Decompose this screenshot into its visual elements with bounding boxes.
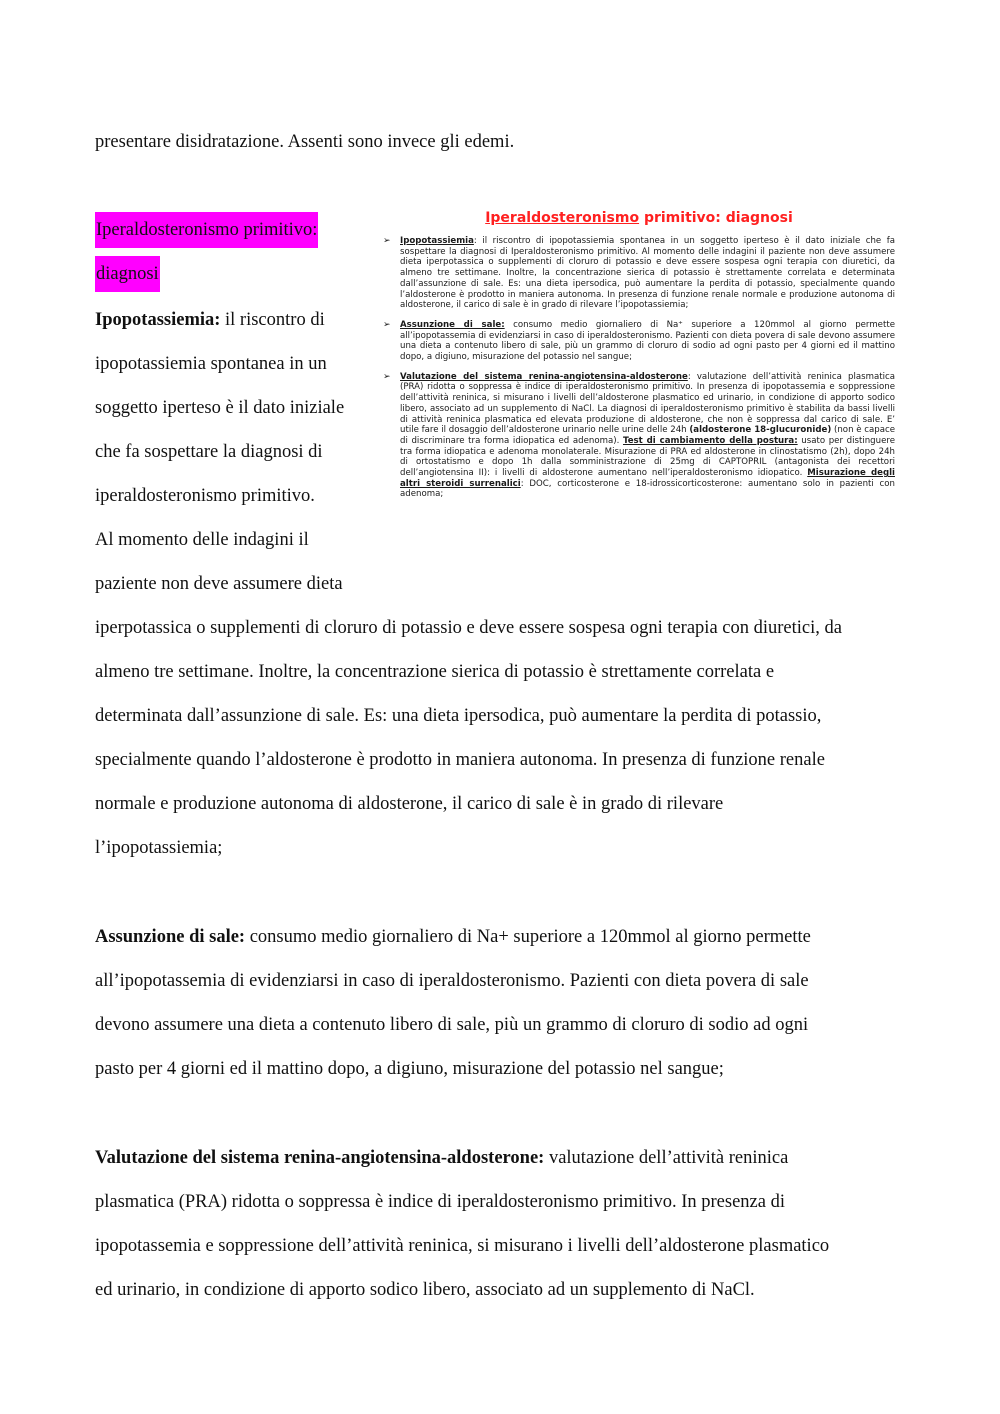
- slide-bullet-label: Assunzione di sale:: [400, 319, 505, 330]
- section-heading: [95, 212, 318, 248]
- slide-bullet: [383, 236, 895, 311]
- arrow-bullet-icon: ➢: [383, 371, 391, 382]
- highlighted-heading-line: Iperaldosteronismo primitivo:: [95, 212, 318, 248]
- slide-bullet-text: usato per distinguere tra forma idiopatica e adenoma monolaterale. Misurazione di PRA ed aldosterone in clinostatismo (2h), dopo 24h di ortostatismo e dopo 1h dalla somministrazione di 25mg di CAPTOPRIL (antagonista dei recettori dell’angiotensina II): i livelli di aldosterone aumentano nell’iperaldosteronismo idiopatico.: [400, 435, 895, 479]
- paragraph-line: [95, 925, 811, 949]
- paragraph-line: pasto per 4 giorni ed il mattino dopo, a digiuno, misurazione del potassio nel sangue;: [95, 1059, 724, 1079]
- section-heading: [95, 256, 160, 292]
- paragraph-line: [95, 1146, 788, 1170]
- text-span: consumo medio giornaliero di Na+ superiore a 120mmol al giorno permette: [245, 927, 811, 947]
- slide-bullet-label: Misurazione degli altri steroidi surrenalici: [400, 468, 895, 489]
- paragraph-line: iperpotassica o supplementi di cloruro di potassio e deve essere sospesa ogni terapia con diuretici, da: [95, 618, 842, 638]
- paragraph-line: soggetto iperteso è il dato iniziale: [95, 398, 345, 418]
- text-span: il riscontro di: [220, 310, 325, 330]
- slide-bullet-label: Valutazione del sistema renina-angiotensina-aldosterone: [400, 371, 688, 382]
- paragraph-line: che fa sospettare la diagnosi di: [95, 442, 323, 462]
- term-label: Assunzione di sale:: [95, 927, 246, 947]
- paragraph-line: plasmatica (PRA) ridotta o soppressa è indice di iperaldosteronismo primitivo. In presenza di: [95, 1192, 785, 1212]
- slide-bullet: [383, 320, 895, 363]
- slide-bullet-label: Test di cambiamento della postura:: [622, 435, 798, 446]
- slide-bold-text: (aldosterone 18-glucuronide): [689, 425, 832, 436]
- slide-bullet-text: (non è capace di discriminare tra forma idiopatica ed adenoma).: [400, 425, 895, 446]
- paragraph-line: paziente non deve assumere dieta: [95, 574, 343, 594]
- paragraph-line: determinata dall’assunzione di sale. Es: una dieta ipersodica, può aumentare la perdita di potassio,: [95, 706, 822, 726]
- paragraph-line: [95, 308, 325, 332]
- text-span: valutazione dell’attività reninica: [544, 1148, 789, 1168]
- paragraph-line: ed urinario, in condizione di apporto sodico libero, associato ad un supplemento di NaCl.: [95, 1280, 755, 1300]
- slide-title: [383, 210, 895, 226]
- paragraph-line: almeno tre settimane. Inoltre, la concentrazione sierica di potassio è strettamente correlata e: [95, 662, 775, 682]
- slide-bullet-text: : valutazione dell’attività reninica plasmatica (PRA) ridotta o soppressa è indice di iperaldosteronismo primitivo. In presenza di ipopotassemia e soppressione dell’attività reninica, si misurano i livelli dell’aldosterone plasmatico ed urinario, in condizione di apporto sodico libero, associato ad un supplemento di NaCl. La diagnosi di iperaldosteronismo primitivo è stabilita da bassi livelli di attività reninica plasmatica ed elevata produzione di aldosterone, che non è soppressa dal carico di sale. E’ utile fare il dosaggio dell’aldosterone urinario nelle urine delle 24h: [400, 371, 895, 436]
- arrow-bullet-icon: ➢: [383, 319, 391, 330]
- paragraph-line: Al momento delle indagini il: [95, 530, 309, 550]
- slide-bullet-text: consumo medio giornaliero di Na⁺ superiore a 120mmol al giorno permette all’ipopotassemia di evidenziarsi in caso di iperaldosteronismo. Pazienti con dieta povera di sale devono assumere una dieta a contenuto libero di sale, più un grammo di cloruro di sodio ad ogni pasto per 4 giorni ed il mattino dopo, a digiuno, misurazione del potassio nel sangue;: [400, 319, 895, 363]
- paragraph-line: specialmente quando l’aldosterone è prodotto in maniera autonoma. In presenza di funzione renale: [95, 750, 825, 770]
- slide-bullet: [383, 372, 895, 500]
- term-label: Valutazione del sistema renina‑angiotensina‑aldosterone:: [95, 1148, 545, 1168]
- slide-bullet-text: : il riscontro di ipopotassiemia spontanea in un soggetto iperteso è il dato iniziale che fa sospettare la diagnosi di Iperaldosteronismo primitivo. Al momento delle indagini il paziente non deve assumere dieta iperpotassica o supplementi di cloruro di potassio e deve essere sospesa ogni terapia con diuretici, da almeno tre settimane. Inoltre, la concentrazione sierica di potassio è strettamente correlata e determinata dall’assunzione di sale. Es: una dieta ipersodica, può aumentare la perdita di potassio, specialmente quando l’aldosterone è prodotto in maniera autonoma. In presenza di funzione renale normale e produzione autonoma di aldosterone, il carico di sale è in grado di rilevare l’ipopotassiemia;: [400, 236, 895, 311]
- highlighted-heading-line: diagnosi: [95, 256, 160, 292]
- slide-title-rest: primitivo: diagnosi: [639, 210, 793, 226]
- paragraph-line: ipopotassemia e soppressione dell’attività reninica, si misurano i livelli dell’aldosterone plasmatico: [95, 1236, 830, 1256]
- arrow-bullet-icon: ➢: [383, 236, 391, 246]
- paragraph-line: iperaldosteronismo primitivo.: [95, 486, 315, 506]
- term-label: Ipopotassiemia:: [95, 310, 221, 330]
- paragraph-line: l’ipopotassiemia;: [95, 838, 223, 858]
- paragraph-line: normale e produzione autonoma di aldosterone, il carico di sale è in grado di rilevare: [95, 794, 724, 814]
- slide-bullet-label: Ipopotassiemia: [400, 236, 474, 246]
- paragraph-line: presentare disidratazione. Assenti sono invece gli edemi.: [95, 132, 515, 152]
- paragraph-line: devono assumere una dieta a contenuto libero di sale, più un grammo di cloruro di sodio ad ogni: [95, 1015, 809, 1035]
- paragraph-line: all’ipopotassemia di evidenziarsi in caso di iperaldosteronismo. Pazienti con dieta povera di sale: [95, 971, 809, 991]
- embedded-slide-image: [383, 205, 895, 575]
- slide-bullet-text: : DOC, corticosterone e 18-idrossicorticosterone: aumentano solo in pazienti con adenoma;: [400, 478, 895, 500]
- paragraph-line: ipopotassiemia spontanea in un: [95, 354, 327, 374]
- slide-title-underlined: Iperaldosteronismo: [485, 210, 640, 226]
